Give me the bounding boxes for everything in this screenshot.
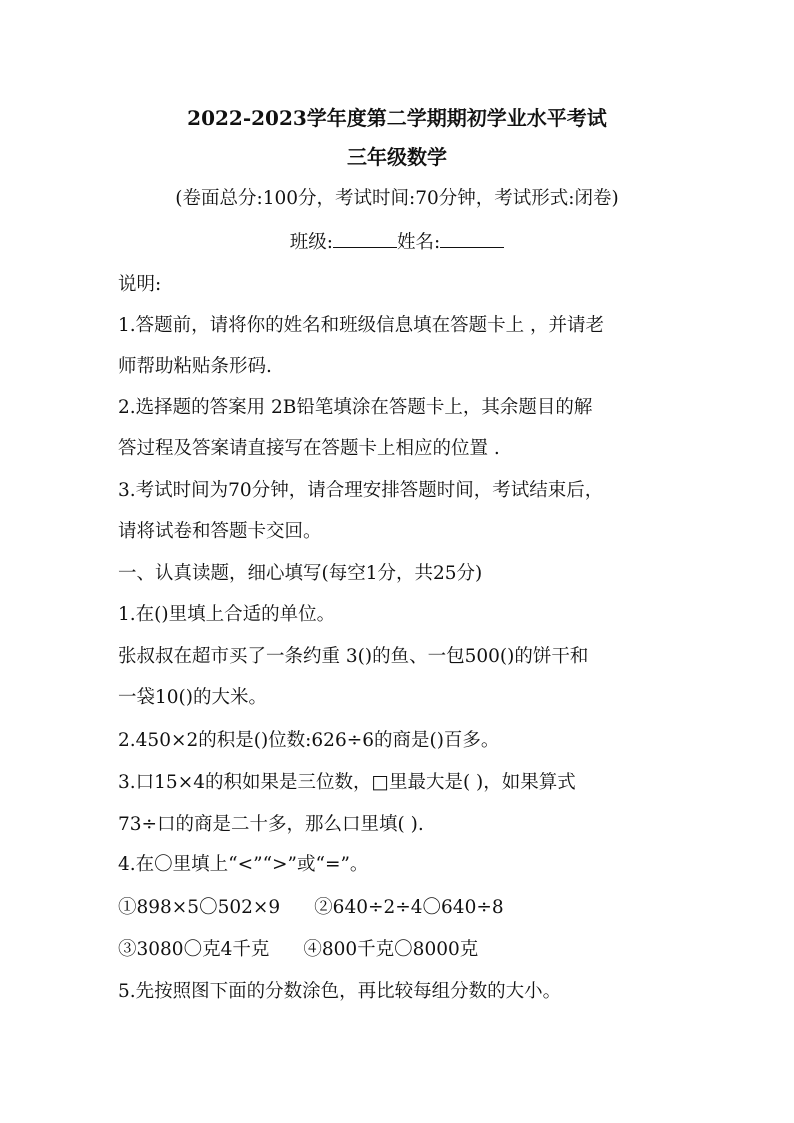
question-line: 5.先按照图下面的分数涂色，再比较每组分数的大小。 <box>118 981 562 1002</box>
compare-item: ①898×5〇502×9 <box>118 897 281 918</box>
instruction-line: 3.考试时间为70分钟，请合理安排答题时间，考试结束后， <box>118 480 604 501</box>
compare-row-1 <box>118 896 698 920</box>
question-line: 4.在〇里填上“<”“>”或“=”。 <box>118 854 369 875</box>
class-label: 班级: <box>289 232 333 253</box>
instruction-line: 2.选择题的答案用 2B铅笔填涂在答题卡上，其余题目的解 <box>118 397 593 418</box>
compare-item: ④800千克〇8000克 <box>303 939 479 960</box>
name-blank <box>440 229 504 248</box>
name-label: 姓名: <box>397 232 441 253</box>
question-line: 73÷口的商是二十多，那么口里填( ). <box>118 814 424 835</box>
instruction-line: 请将试卷和答题卡交回。 <box>118 521 322 542</box>
student-info <box>0 229 794 255</box>
instructions-heading: 说明: <box>118 274 162 295</box>
exam-meta: (卷面总分:100分，考试时间:70分钟，考试形式:闭卷) <box>175 188 619 209</box>
exam-title: 2022-2023学年度第二学期期初学业水平考试 <box>187 106 607 130</box>
class-blank <box>333 229 397 248</box>
compare-row-2 <box>118 938 698 962</box>
question-line: 一袋10()的大米。 <box>118 687 267 708</box>
question-line: 2.450×2的积是()位数:626÷6的商是()百多。 <box>118 730 500 751</box>
compare-item: ②640÷2÷4〇640÷8 <box>314 897 504 918</box>
section-heading: 一、认真读题，细心填写(每空1分，共25分) <box>118 563 483 584</box>
question-line: 1.在()里填上合适的单位。 <box>118 604 336 625</box>
instruction-line: 答过程及答案请直接写在答题卡上相应的位置 . <box>118 438 500 459</box>
exam-subtitle: 三年级数学 <box>347 145 447 169</box>
instruction-line: 1.答题前，请将你的姓名和班级信息填在答题卡上 ，并请老 <box>118 315 605 336</box>
question-line: 3.口15×4的积如果是三位数，□里最大是( )，如果算式 <box>118 772 576 793</box>
compare-item: ③3080〇克4千克 <box>118 939 270 960</box>
question-line: 张叔叔在超市买了一条约重 3()的鱼、一包500()的饼干和 <box>118 646 589 667</box>
instruction-line: 师帮助粘贴条形码. <box>118 356 272 377</box>
